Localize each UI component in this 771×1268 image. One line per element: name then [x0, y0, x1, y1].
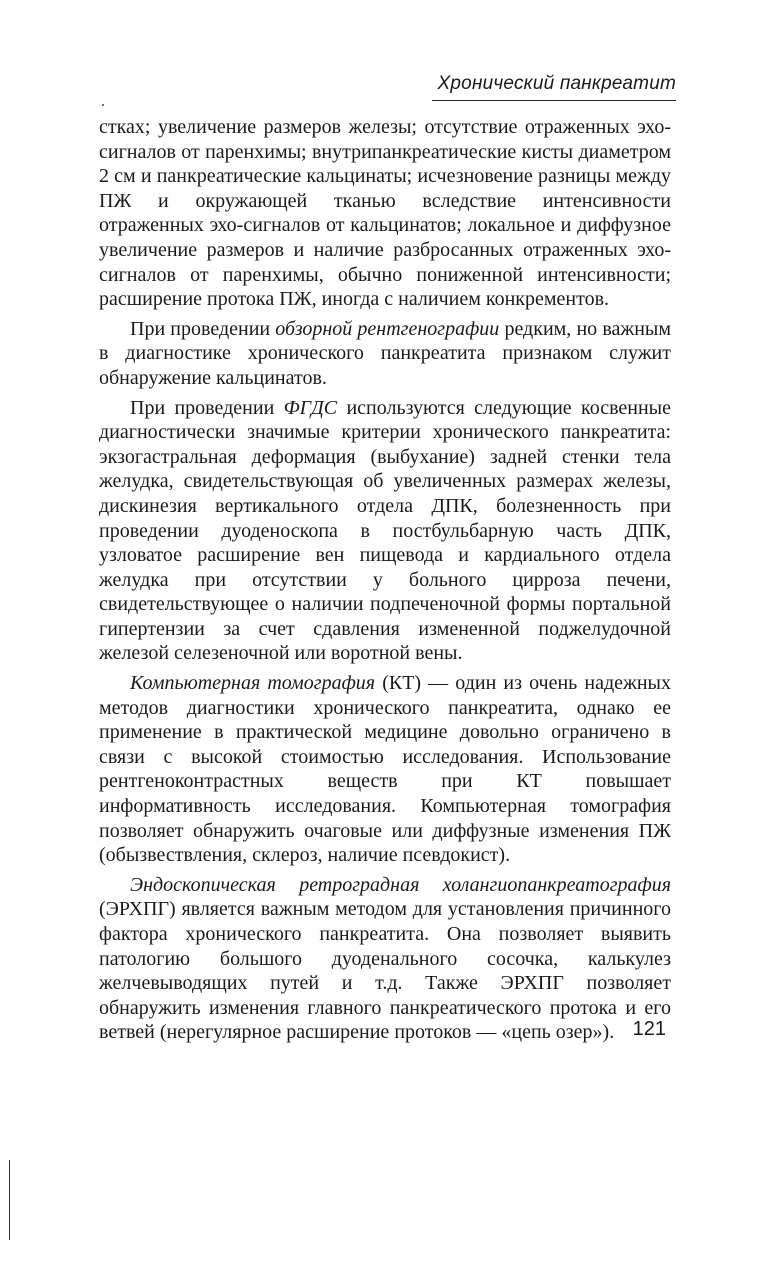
paragraph-4: [99, 671, 671, 868]
paragraph-1: [99, 115, 671, 312]
paragraph-5: [99, 873, 671, 1045]
paragraph-3-term: ФГДС: [283, 396, 338, 419]
paragraph-1-text: стках; увеличение размеров железы; отсутствие отраженных эхо-сигналов от паренхимы; внутрипанкреатические кисты диаметром 2 см и панкреатические кальцинаты; исчезновение разницы между ПЖ и окружающей тканью вследствие интенсивности отраженных эхо-сигналов от кальцинатов; локальное и диффузное увеличение размеров и наличие разбросанных отраженных эхо-сигналов от паренхимы, обычно пониженной интенсивности; расширение протока ПЖ, иногда с наличием конкрементов.: [99, 116, 671, 311]
paragraph-4-term: Компьютерная томография: [130, 672, 376, 695]
page-number: 121: [632, 1018, 666, 1040]
print-speck: [102, 104, 104, 106]
paragraph-5-term: Эндоскопическая ретроградная холангиопанкреатография: [130, 873, 671, 896]
binding-edge-mark: [9, 1160, 10, 1240]
running-head: Хронический панкреатит: [437, 73, 676, 94]
paragraph-3-lead: При проведении: [130, 396, 284, 419]
paragraph-2-rest: редким, но важным в диагностике хронического панкреатита признаком служит обнаружение кальцинатов.: [99, 317, 671, 389]
paragraph-3-rest: используются следующие косвенные диагностически значимые критерии хронического панкреатита: экзогастральная деформация (выбухание) задней стенки тела желудка, свидетельствующая об увеличенных размерах железы, дискинезия вертикального отдела ДПК, болезненность при проведении дуоденоскопа в постбульбарную часть ДПК, узловатое расширение вен пищевода и кардиального отдела желудка при отсутствии у больного цирроза печени, свидетельствующее о наличии подпеченочной формы портальной гипертензии за счет сдавления измененной поджелудочной железой селезеночной или воротной вены.: [99, 396, 671, 665]
paragraph-2: [99, 317, 671, 391]
running-head-rule: [432, 100, 676, 101]
paragraph-3: [99, 396, 671, 667]
paragraph-5-rest: (ЭРХПГ) является важным методом для установления причинного фактора хронического панкреатита. Она позволяет выявить патологию большого дуоденального сосочка, калькулез желчевыводящих путей и т.д. Также ЭРХПГ позволяет обнаружить изменения главного панкреатического протока и его ветвей (нерегулярное расширение протоков — «цепь озер»).: [99, 898, 671, 1044]
body-text: [99, 115, 671, 1050]
paragraph-2-lead: При проведении: [130, 317, 276, 340]
paragraph-2-term: обзорной рентгенографии: [275, 317, 500, 340]
paragraph-4-rest: (КТ) — один из очень надежных методов диагностики хронического панкреатита, однако ее применение в практической медицине довольно ограничено в связи с высокой стоимостью исследования. Использование рентгеноконтрастных веществ при КТ повышает информативность исследования. Компьютерная томография позволяет обнаружить очаговые или диффузные изменения ПЖ (обызвествления, склероз, наличие псевдокист).: [99, 672, 671, 867]
